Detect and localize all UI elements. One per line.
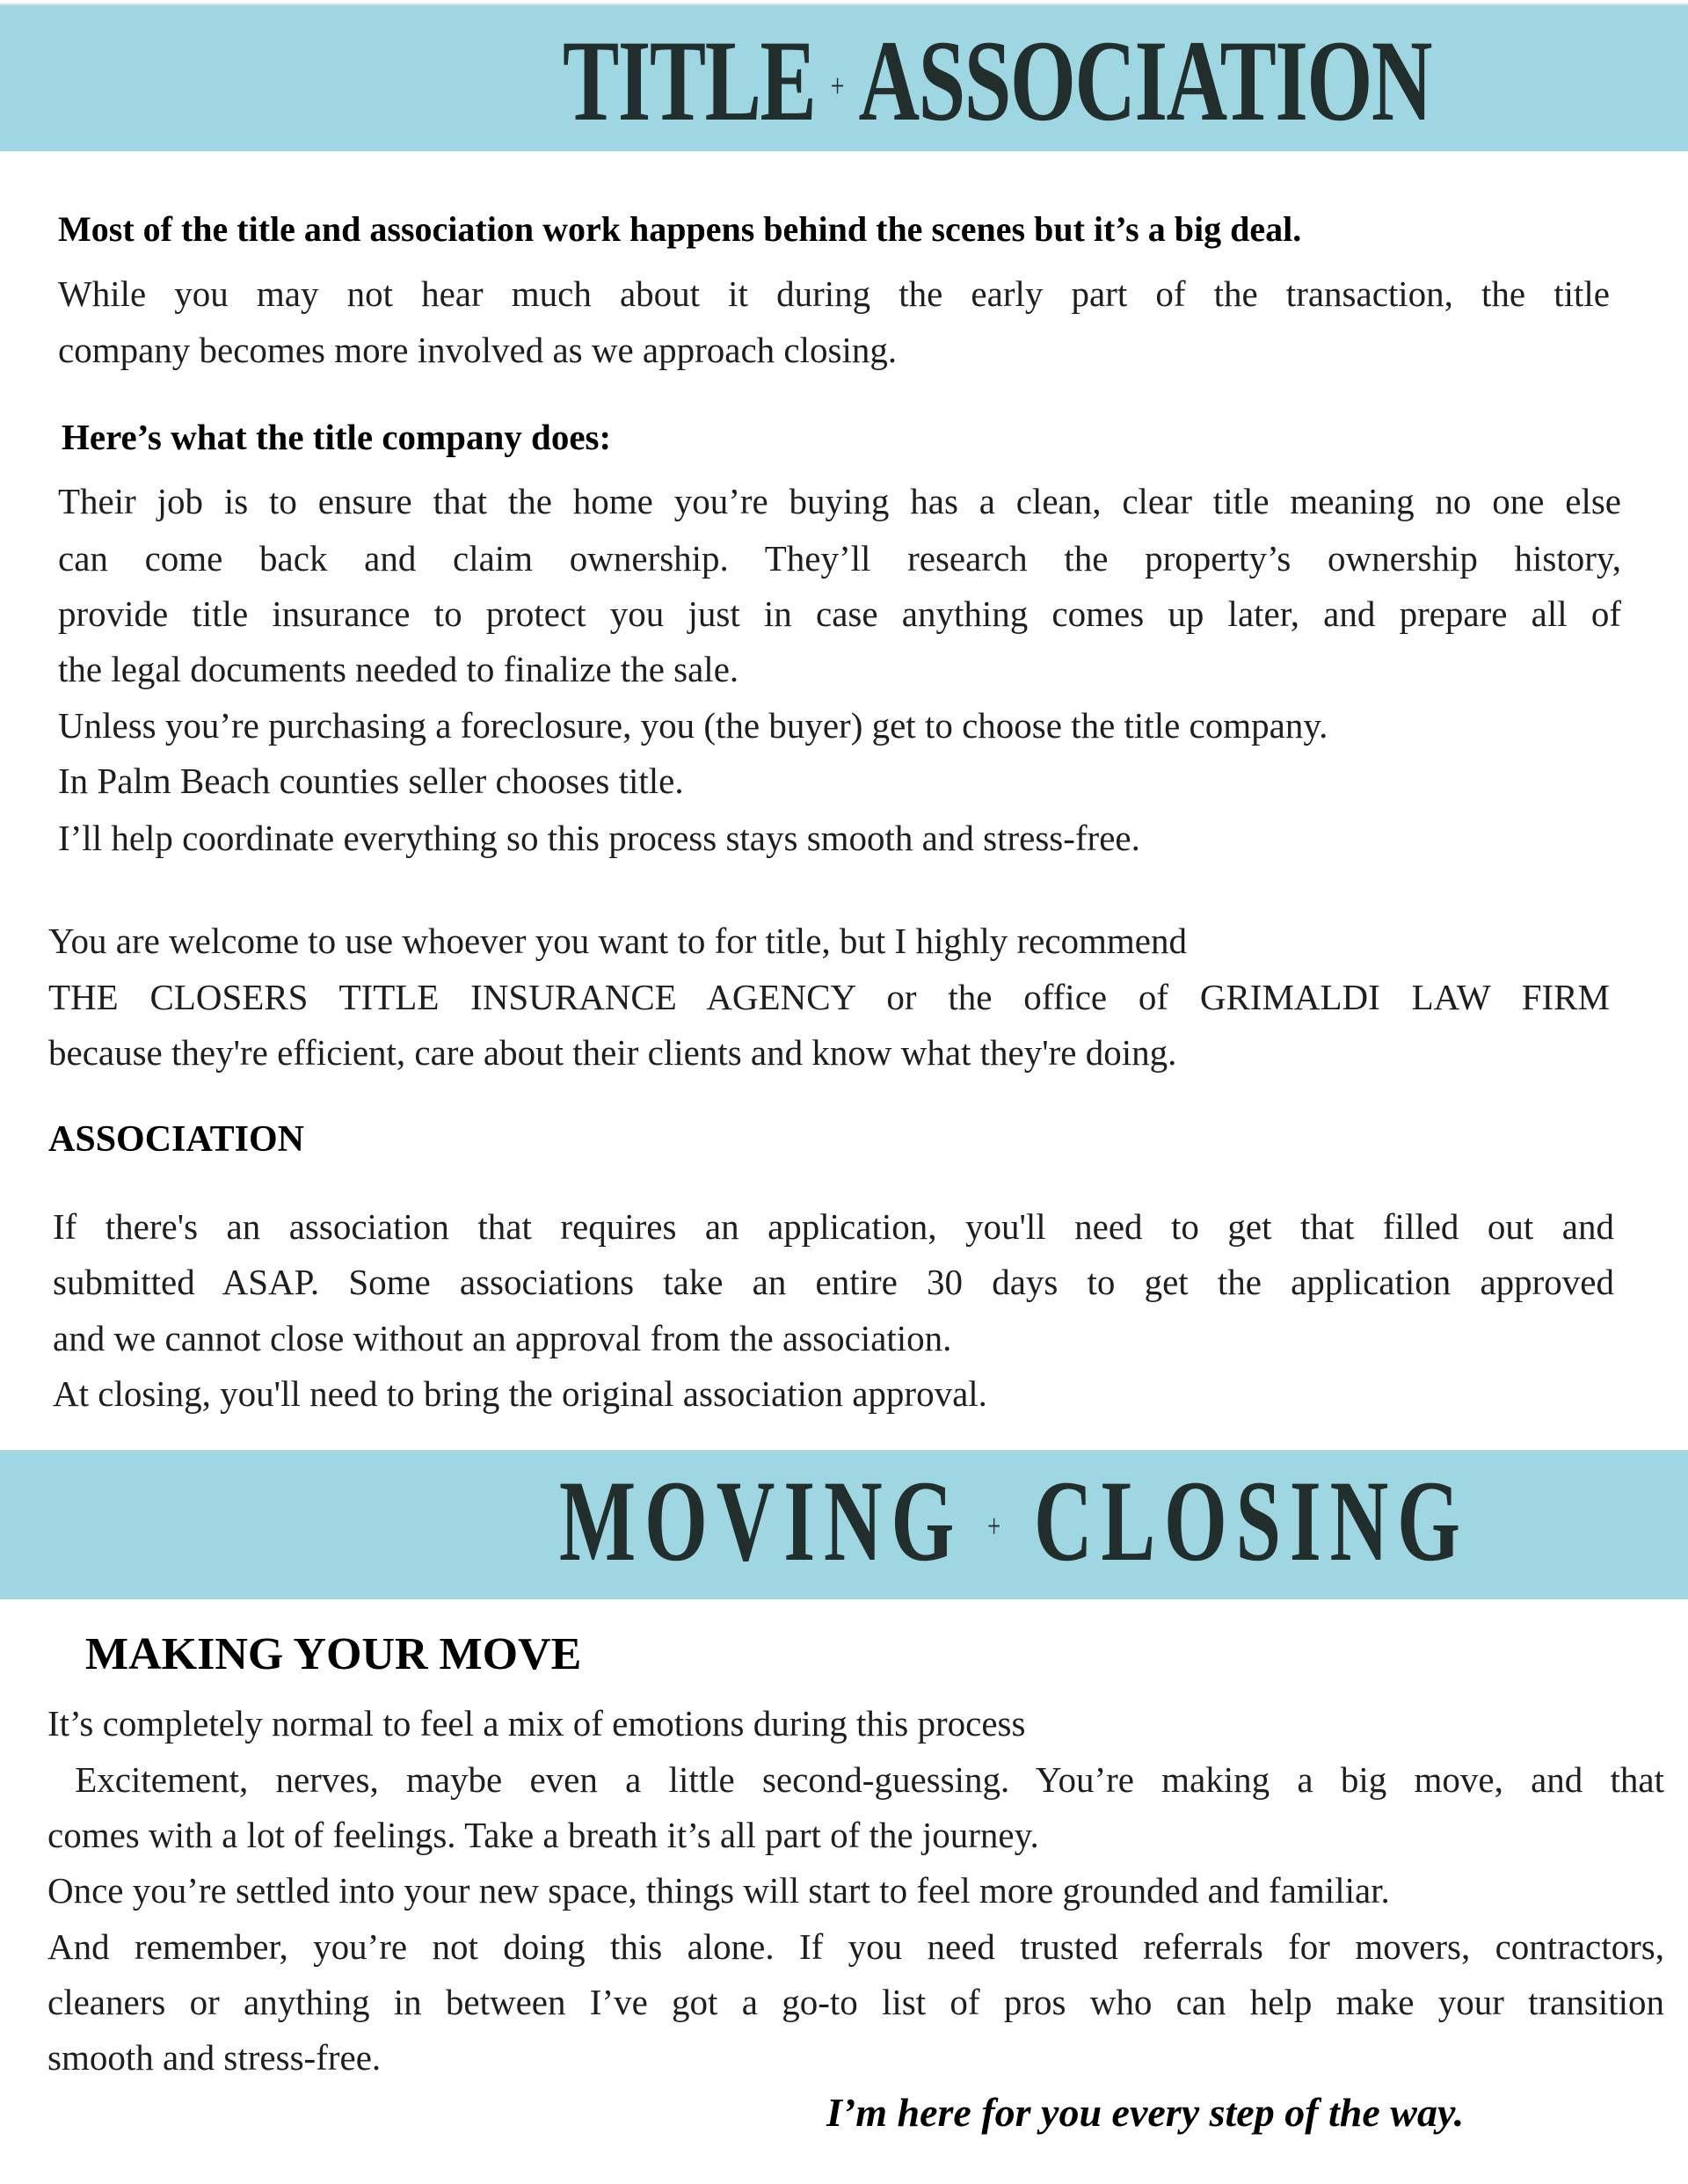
- heading-word-closing: CLOSING: [1033, 1456, 1469, 1585]
- moving-line: And remember, you’re not doing this alone. If you need trusted referrals for movers, contractors,: [47, 1926, 1664, 1967]
- recommend-line: because they're efficient, care about their clients and know what they're doing.: [48, 1032, 1177, 1073]
- moving-closing-heading: [559, 1456, 1469, 1585]
- title-association-heading: [563, 16, 1432, 145]
- intro-line: While you may not hear much about it during the early part of the transaction, the title: [58, 273, 1610, 314]
- heading-word-association: ASSOCIATION: [858, 16, 1432, 145]
- does-line: Unless you’re purchasing a foreclosure, you (the buyer) get to choose the title company.: [58, 705, 1328, 746]
- association-line: At closing, you'll need to bring the original association approval.: [53, 1373, 987, 1414]
- moving-line: Once you’re settled into your new space, things will start to feel more grounded and familiar.: [47, 1870, 1390, 1911]
- intro-bold-line: Most of the title and association work happens behind the scenes but it’s a big deal.: [58, 209, 1302, 249]
- recommend-line: THE CLOSERS TITLE INSURANCE AGENCY or the office of GRIMALDI LAW FIRM: [48, 977, 1610, 1017]
- does-line: Their job is to ensure that the home you’re buying has a clean, clear title meaning no one else: [58, 481, 1621, 521]
- making-your-move-heading: MAKING YOUR MOVE: [85, 1629, 582, 1679]
- moving-line: It’s completely normal to feel a mix of emotions during this process: [47, 1703, 1026, 1744]
- moving-line: comes with a lot of feelings. Take a breath it’s all part of the journey.: [47, 1815, 1039, 1855]
- does-line: the legal documents needed to finalize the sale.: [58, 649, 739, 689]
- recommend-line: You are welcome to use whoever you want to for title, but I highly recommend: [48, 921, 1188, 961]
- does-line: I’ll help coordinate everything so this process stays smooth and stress-free.: [58, 818, 1140, 858]
- association-line: and we cannot close without an approval from the association.: [53, 1318, 952, 1358]
- closing-signoff: I’m here for you every step of the way.: [826, 2090, 1465, 2135]
- title-company-subheading: Here’s what the title company does:: [62, 417, 612, 457]
- does-line: provide title insurance to protect you just in case anything comes up later, and prepare all of: [58, 593, 1621, 634]
- plus-icon: +: [830, 67, 843, 105]
- plus-icon: +: [987, 1507, 1009, 1545]
- moving-line: smooth and stress-free.: [47, 2037, 382, 2078]
- does-line: In Palm Beach counties seller chooses title.: [58, 761, 684, 801]
- association-line: If there's an association that requires an application, you'll need to get that filled out and: [53, 1206, 1614, 1247]
- association-heading: ASSOCIATION: [48, 1119, 304, 1160]
- association-line: submitted ASAP. Some associations take an entire 30 days to get the application approved: [53, 1262, 1614, 1302]
- heading-word-title: TITLE: [563, 16, 816, 145]
- intro-line: company becomes more involved as we approach closing.: [58, 330, 898, 370]
- does-line: can come back and claim ownership. They’ll research the property’s ownership history,: [58, 538, 1621, 579]
- moving-line: Excitement, nerves, maybe even a little second-guessing. You’re making a big move, and that: [47, 1759, 1664, 1800]
- moving-line: cleaners or anything in between I’ve got a go-to list of pros who can help make your transition: [47, 1982, 1664, 2022]
- heading-word-moving: MOVING: [559, 1456, 964, 1585]
